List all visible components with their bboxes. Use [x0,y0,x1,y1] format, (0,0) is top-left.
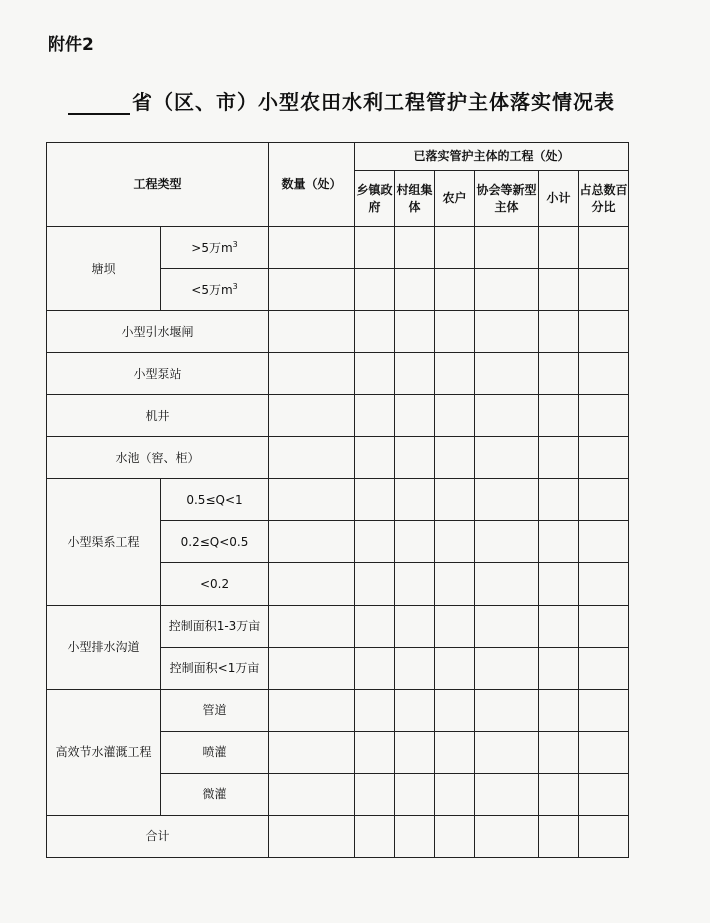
header-row-1 [47,143,629,171]
row-sublabel-irr-pipe: 管道 [161,689,269,731]
table-row [47,227,629,269]
row-label-total: 合计 [47,815,269,857]
row-sublabel-irr-spray: 喷灌 [161,731,269,773]
header-quantity: 数量（处） [269,143,355,227]
table-row [47,395,629,437]
table-row [47,689,629,731]
row-label-diversion: 小型引水堰闸 [47,311,269,353]
row-label-pond-dam: 塘坝 [47,227,161,311]
title-text: 省（区、市）小型农田水利工程管护主体落实情况表 [132,90,615,114]
header-project-type: 工程类型 [47,143,269,227]
row-label-pool: 水池（窖、柜） [47,437,269,479]
header-village-collective: 村组集体 [395,171,435,227]
row-sublabel-canal-q3: <0.2 [161,563,269,605]
page-title [68,86,615,115]
table-row [47,437,629,479]
row-sublabel-canal-q2: 0.2≤Q<0.5 [161,521,269,563]
table-row-total [47,815,629,857]
table-row [47,479,629,521]
row-sublabel-drain-1: 控制面积1-3万亩 [161,605,269,647]
table-row [47,353,629,395]
row-label-irrigation: 高效节水灌溉工程 [47,689,161,815]
row-sublabel-canal-q1: 0.5≤Q<1 [161,479,269,521]
header-association: 协会等新型主体 [475,171,539,227]
row-label-well: 机井 [47,395,269,437]
header-township-gov: 乡镇政府 [355,171,395,227]
row-sublabel-pond-gt: >5万$m^3$ [161,227,269,269]
row-sublabel-irr-micro: 微灌 [161,773,269,815]
annex-label: 附件2 [48,35,94,55]
row-sublabel-drain-2: 控制面积<1万亩 [161,647,269,689]
row-label-drain: 小型排水沟道 [47,605,161,689]
table-row [47,605,629,647]
table-row [47,311,629,353]
row-label-pump: 小型泵站 [47,353,269,395]
status-table [46,142,629,858]
province-blank-line [68,91,130,115]
header-implemented: 已落实管护主体的工程（处） [355,143,629,171]
header-subtotal: 小计 [539,171,579,227]
header-farmer: 农户 [435,171,475,227]
header-percentage: 占总数百分比 [579,171,629,227]
row-label-canal: 小型渠系工程 [47,479,161,605]
row-sublabel-pond-lt: <5万$m^3$ [161,269,269,311]
